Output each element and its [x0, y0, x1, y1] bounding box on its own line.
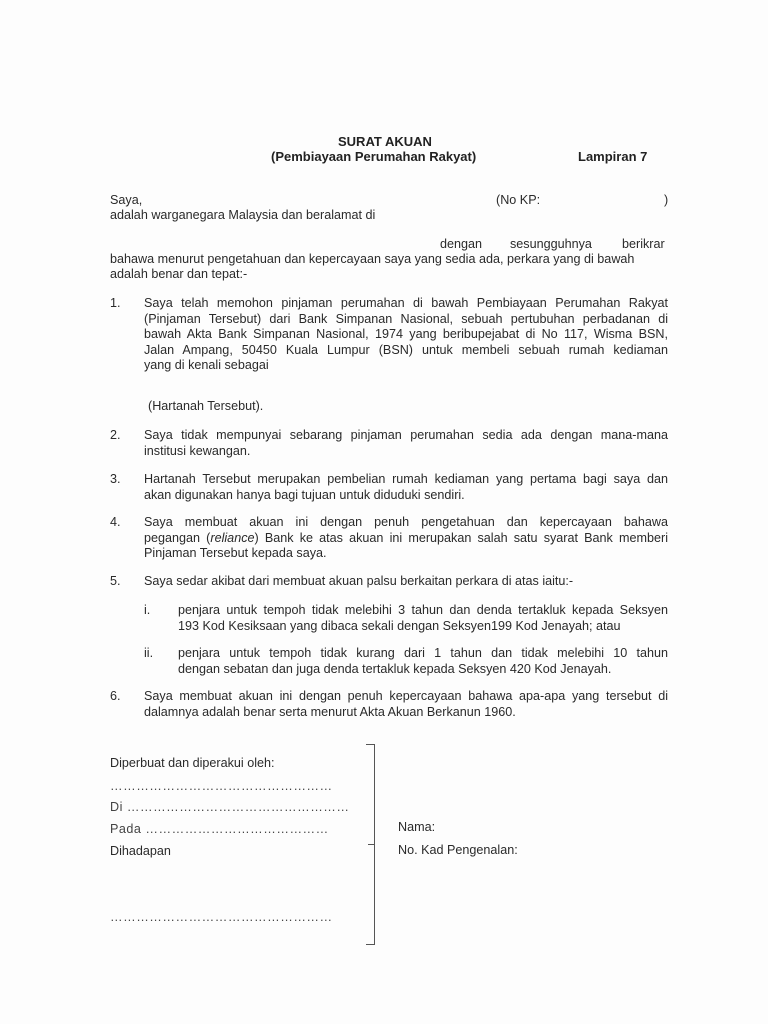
- intro-saya: Saya,: [110, 193, 143, 207]
- intro-no-kp-close: ): [664, 193, 669, 207]
- made-by-label: Diperbuat dan diperakui oleh:: [110, 756, 275, 770]
- item-5-number: 5.: [110, 574, 121, 588]
- item-2-number: 2.: [110, 428, 121, 442]
- kad-pengenalan-label: No. Kad Pengenalan:: [398, 843, 518, 857]
- item-4-line: Saya membuat akuan ini dengan penuh pengetahuan dan kepercayaan bahawa: [144, 515, 668, 529]
- item-1-line: (Pinjaman Tersebut) dari Bank Simpanan Nasional, sebuah pertubuhan perbadanan di: [144, 311, 668, 326]
- subitem-ii-text: [178, 646, 668, 677]
- item-1-line: bawah Akta Bank Simpanan Nasional, 1974 yang beribupejabat di No 117, Wisma BSN,: [144, 327, 668, 341]
- item-1-line: Jalan Ampang, 50450 Kuala Lumpur (BSN) untuk membeli sebuah rumah kediaman: [144, 342, 668, 357]
- item-1-text: [144, 296, 668, 374]
- intro-berikrar: berikrar: [622, 237, 665, 251]
- dihadapan-label: Dihadapan: [110, 844, 171, 858]
- item-4-line2-pre: pegangan (: [144, 530, 211, 545]
- subitem-ii-line: penjara untuk tempoh tidak kurang dari 1 tahun dan tidak melebihi 10 tahun: [178, 646, 668, 660]
- nama-label: Nama:: [398, 820, 436, 834]
- item-2-line: institusi kewangan.: [144, 443, 251, 458]
- intro-dengan: dengan: [440, 237, 483, 251]
- intro-citizen-line: adalah warganegara Malaysia dan beralamat di: [110, 208, 376, 222]
- intro-no-kp: (No KP:: [496, 193, 541, 207]
- intro-knowledge-line: bahawa menurut pengetahuan dan kepercayaan saya yang sedia ada, perkara yang di bawah: [110, 252, 635, 266]
- signature-bracket-top: [366, 744, 375, 845]
- item-4-text: [144, 515, 668, 562]
- item-6-text: [144, 689, 668, 720]
- item-2-line: Saya tidak mempunyai sebarang pinjaman perumahan sedia ada dengan mana-mana: [144, 428, 668, 442]
- document-subtitle: (Pembiayaan Perumahan Rakyat): [271, 149, 477, 164]
- subitem-i-line: 193 Kod Kesiksaan yang dibaca sekali dengan Seksyen199 Kod Jenayah; atau: [178, 618, 621, 633]
- item-1-line: yang di kenali sebagai: [144, 358, 269, 372]
- item-4-line: Pinjaman Tersebut kepada saya.: [144, 546, 327, 560]
- signature-dots-2: ……………………………………………: [110, 910, 333, 924]
- signature-bracket-bottom: [366, 844, 375, 945]
- signature-dots-1: ……………………………………………: [110, 779, 333, 793]
- document-title: SURAT AKUAN: [338, 134, 432, 149]
- item-3-text: [144, 472, 668, 503]
- item-1-number: 1.: [110, 296, 121, 310]
- subitem-i-text: [178, 603, 668, 634]
- subitem-ii-number: ii.: [144, 646, 154, 660]
- item-6-line: dalamnya adalah benar serta menurut Akta Akuan Berkanun 1960.: [144, 704, 516, 719]
- item-1-tail: (Hartanah Tersebut).: [148, 399, 264, 413]
- item-3-number: 3.: [110, 472, 121, 486]
- item-5-line: Saya sedar akibat dari membuat akuan palsu berkaitan perkara di atas iaitu:-: [144, 574, 574, 588]
- item-4-number: 4.: [110, 515, 121, 529]
- subitem-i-number: i.: [144, 603, 151, 617]
- item-6-line: Saya membuat akuan ini dengan penuh kepercayaan bahawa apa-apa yang tersebut di: [144, 689, 668, 703]
- item-5-text: [144, 574, 668, 590]
- item-6-number: 6.: [110, 689, 121, 703]
- item-2-text: [144, 428, 668, 459]
- item-4-reliance: reliance: [210, 530, 255, 545]
- subitem-i-line: penjara untuk tempoh tidak melebihi 3 tahun dan denda tertakluk kepada Seksyen: [178, 603, 668, 617]
- pada-field: Pada ……………………………………: [110, 822, 329, 836]
- appendix-label: Lampiran 7: [578, 149, 648, 164]
- item-3-line: Hartanah Tersebut merupakan pembelian rumah kediaman yang pertama bagi saya dan: [144, 472, 668, 486]
- intro-true-line: adalah benar dan tepat:-: [110, 267, 248, 281]
- item-4-line: [144, 531, 668, 547]
- item-1-line: Saya telah memohon pinjaman perumahan di bawah Pembiayaan Perumahan Rakyat: [144, 296, 668, 310]
- item-4-line2-post: ) Bank ke atas akuan ini merupakan salah satu syarat Bank memberi: [254, 530, 668, 545]
- subitem-ii-line: dengan sebatan dan juga denda tertakluk kepada Seksyen 420 Kod Jenayah.: [178, 661, 612, 676]
- di-field: Di ……………………………………………: [110, 800, 350, 814]
- intro-sesungguhnya: sesungguhnya: [510, 237, 592, 251]
- item-3-line: akan digunakan hanya bagi tujuan untuk diduduki sendiri.: [144, 487, 465, 502]
